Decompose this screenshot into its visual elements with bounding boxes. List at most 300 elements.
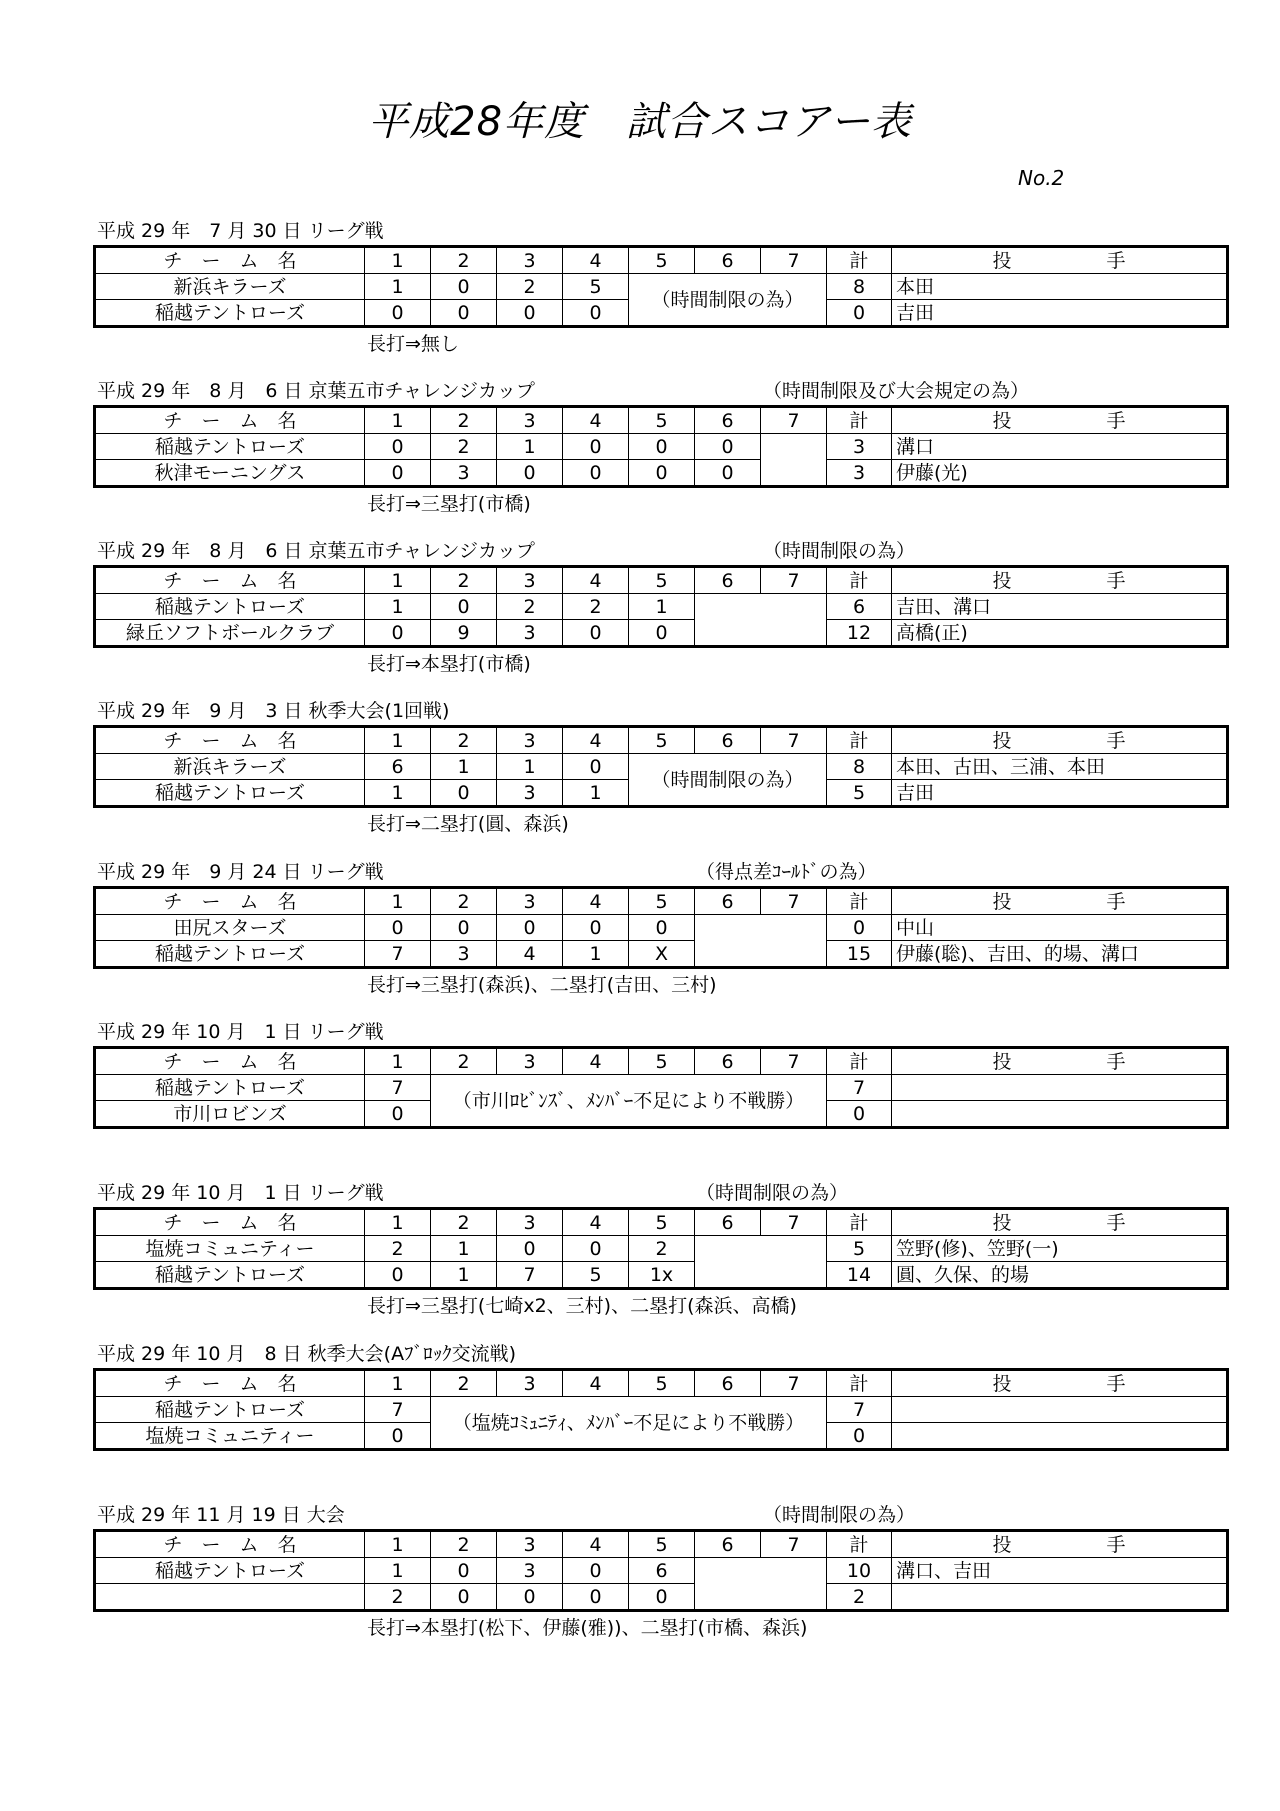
total-score: 0 bbox=[827, 300, 892, 327]
game-date-title: 平成 29 年 10 月 1 日 リーグ戦 bbox=[97, 1021, 384, 1043]
pitcher-names: 高橋(正) bbox=[892, 620, 1228, 647]
inning-header: 3 bbox=[497, 888, 563, 915]
table-row bbox=[95, 620, 1228, 647]
game-date-title: 平成 29 年 10 月 8 日 秋季大会(Aﾌﾞﾛｯｸ交流戦) bbox=[97, 1343, 517, 1365]
inning-score: 0 bbox=[431, 1584, 497, 1611]
inning-header: 6 bbox=[695, 888, 761, 915]
total-score: 3 bbox=[827, 434, 892, 460]
inning-score: 4 bbox=[497, 941, 563, 968]
team-header: チ ー ム 名 bbox=[95, 1209, 365, 1236]
inning-header: 3 bbox=[497, 727, 563, 754]
inning-header: 2 bbox=[431, 1531, 497, 1558]
pitcher-names bbox=[892, 1075, 1228, 1101]
game-header bbox=[93, 858, 1170, 886]
game-date-title: 平成 29 年 7 月 30 日 リーグ戦 bbox=[97, 220, 384, 242]
inning-score: 1x bbox=[629, 1262, 695, 1289]
game-date-title: 平成 29 年 9 月 24 日 リーグ戦 bbox=[97, 861, 384, 883]
long-hits-text: 長打⇒本塁打(市橋) bbox=[367, 653, 531, 675]
inning-score: 1 bbox=[365, 1558, 431, 1584]
game-block bbox=[93, 858, 1170, 995]
table-row bbox=[95, 1397, 1228, 1423]
total-score: 0 bbox=[827, 915, 892, 941]
total-header: 計 bbox=[827, 247, 892, 274]
game-date-title: 平成 29 年 8 月 6 日 京葉五市チャレンジカップ bbox=[97, 380, 535, 402]
inning-header: 2 bbox=[431, 247, 497, 274]
inning-header: 1 bbox=[365, 1531, 431, 1558]
total-score: 10 bbox=[827, 1558, 892, 1584]
team-name: 新浜キラーズ bbox=[95, 754, 365, 780]
inning-header: 4 bbox=[563, 1048, 629, 1075]
inning-header: 6 bbox=[695, 727, 761, 754]
inning-score: 0 bbox=[563, 1558, 629, 1584]
inning-score: 3 bbox=[497, 780, 563, 807]
inning-header: 4 bbox=[563, 1370, 629, 1397]
pitcher-header: 投 手 bbox=[892, 407, 1228, 434]
team-name: 秋津モーニングス bbox=[95, 460, 365, 487]
inning-header: 6 bbox=[695, 1531, 761, 1558]
inning-header: 1 bbox=[365, 1370, 431, 1397]
inning-score: 0 bbox=[563, 754, 629, 780]
inning-score: 1 bbox=[431, 1236, 497, 1262]
inning-header: 1 bbox=[365, 247, 431, 274]
team-header: チ ー ム 名 bbox=[95, 888, 365, 915]
pitcher-header: 投 手 bbox=[892, 567, 1228, 594]
team-header: チ ー ム 名 bbox=[95, 727, 365, 754]
table-row bbox=[95, 274, 1228, 300]
game-note: （時間制限の為） bbox=[763, 1504, 916, 1526]
table-header-row bbox=[95, 1048, 1228, 1075]
game-date-title: 平成 29 年 11 月 19 日 大会 bbox=[97, 1504, 345, 1526]
long-hits-text: 長打⇒三塁打(市橋) bbox=[367, 493, 531, 515]
inning-score: 0 bbox=[563, 434, 629, 460]
inning-header: 4 bbox=[563, 1209, 629, 1236]
inning-score: 3 bbox=[431, 941, 497, 968]
team-name: 稲越テントローズ bbox=[95, 1397, 365, 1423]
pitcher-names bbox=[892, 1584, 1228, 1611]
team-name: 稲越テントローズ bbox=[95, 780, 365, 807]
inning-score: 0 bbox=[629, 460, 695, 487]
game-note: （時間制限の為） bbox=[763, 540, 916, 562]
total-score: 0 bbox=[827, 1423, 892, 1450]
team-name: 田尻スターズ bbox=[95, 915, 365, 941]
score-table bbox=[93, 1529, 1229, 1612]
total-score: 7 bbox=[827, 1397, 892, 1423]
total-header: 計 bbox=[827, 407, 892, 434]
pitcher-names: 吉田 bbox=[892, 780, 1228, 807]
inning-header: 1 bbox=[365, 888, 431, 915]
inning-header: 4 bbox=[563, 567, 629, 594]
inning-score: 0 bbox=[563, 300, 629, 327]
pitcher-names: 吉田 bbox=[892, 300, 1228, 327]
inning-header: 5 bbox=[629, 1370, 695, 1397]
table-row bbox=[95, 1075, 1228, 1101]
inning-score: 1 bbox=[497, 434, 563, 460]
score-table bbox=[93, 405, 1229, 488]
long-hits-text: 長打⇒三塁打(七崎x2、三村)、二塁打(森浜、高橋) bbox=[367, 1295, 797, 1317]
long-hits-note bbox=[93, 969, 1170, 995]
table-row bbox=[95, 594, 1228, 620]
table-header-row bbox=[95, 727, 1228, 754]
inning-header: 2 bbox=[431, 1048, 497, 1075]
merged-note: （時間制限の為） bbox=[629, 274, 827, 327]
inning-header: 3 bbox=[497, 1531, 563, 1558]
inning-header: 6 bbox=[695, 407, 761, 434]
total-header: 計 bbox=[827, 567, 892, 594]
inning-header: 7 bbox=[761, 407, 827, 434]
team-name: 市川ロビンズ bbox=[95, 1101, 365, 1128]
inning-score: 0 bbox=[563, 620, 629, 647]
inning-score: 0 bbox=[365, 460, 431, 487]
game-header bbox=[93, 1501, 1170, 1529]
score-table bbox=[93, 725, 1229, 808]
inning-score: 1 bbox=[563, 780, 629, 807]
inning-score: 1 bbox=[365, 594, 431, 620]
team-header: チ ー ム 名 bbox=[95, 407, 365, 434]
inning-header: 5 bbox=[629, 1209, 695, 1236]
team-name: 稲越テントローズ bbox=[95, 300, 365, 327]
empty-innings bbox=[761, 434, 827, 487]
inning-header: 4 bbox=[563, 247, 629, 274]
inning-header: 5 bbox=[629, 1048, 695, 1075]
long-hits-note bbox=[93, 1290, 1170, 1316]
pitcher-names: 伊藤(聡)、吉田、的場、溝口 bbox=[892, 941, 1228, 968]
inning-header: 1 bbox=[365, 1048, 431, 1075]
inning-score: 2 bbox=[497, 274, 563, 300]
team-header: チ ー ム 名 bbox=[95, 1048, 365, 1075]
total-header: 計 bbox=[827, 1531, 892, 1558]
table-header-row bbox=[95, 1209, 1228, 1236]
inning-score: 0 bbox=[497, 1584, 563, 1611]
inning-header: 7 bbox=[761, 727, 827, 754]
score-table bbox=[93, 245, 1229, 328]
pitcher-header: 投 手 bbox=[892, 888, 1228, 915]
inning-score: 0 bbox=[431, 915, 497, 941]
table-header-row bbox=[95, 407, 1228, 434]
inning-header: 2 bbox=[431, 888, 497, 915]
game-header bbox=[93, 697, 1170, 725]
inning-score: 1 bbox=[431, 1262, 497, 1289]
game-block bbox=[93, 537, 1170, 674]
inning-score: 0 bbox=[497, 460, 563, 487]
game-header bbox=[93, 377, 1170, 405]
inning-score: 7 bbox=[365, 1075, 431, 1101]
inning-header: 6 bbox=[695, 247, 761, 274]
total-header: 計 bbox=[827, 1370, 892, 1397]
inning-header: 2 bbox=[431, 567, 497, 594]
inning-header: 2 bbox=[431, 1370, 497, 1397]
pitcher-names: 伊藤(光) bbox=[892, 460, 1228, 487]
merged-note: （市川ﾛﾋﾞﾝｽﾞ、ﾒﾝﾊﾞｰ不足により不戦勝） bbox=[431, 1075, 827, 1128]
inning-score: 0 bbox=[431, 274, 497, 300]
inning-score: 1 bbox=[365, 780, 431, 807]
team-name: 塩焼コミュニティー bbox=[95, 1236, 365, 1262]
inning-header: 7 bbox=[761, 247, 827, 274]
total-score: 8 bbox=[827, 754, 892, 780]
team-name: 新浜キラーズ bbox=[95, 274, 365, 300]
team-name: 稲越テントローズ bbox=[95, 941, 365, 968]
inning-score: 2 bbox=[365, 1584, 431, 1611]
inning-header: 4 bbox=[563, 888, 629, 915]
score-table bbox=[93, 1046, 1229, 1129]
inning-score: 0 bbox=[497, 1236, 563, 1262]
total-score: 7 bbox=[827, 1075, 892, 1101]
inning-score: 0 bbox=[365, 1262, 431, 1289]
inning-header: 7 bbox=[761, 1048, 827, 1075]
inning-header: 5 bbox=[629, 1531, 695, 1558]
game-block bbox=[93, 217, 1170, 354]
pitcher-names bbox=[892, 1101, 1228, 1128]
inning-score: 0 bbox=[365, 915, 431, 941]
table-row bbox=[95, 1262, 1228, 1289]
merged-note: （時間制限の為） bbox=[629, 754, 827, 807]
inning-header: 5 bbox=[629, 407, 695, 434]
inning-header: 1 bbox=[365, 407, 431, 434]
pitcher-header: 投 手 bbox=[892, 1531, 1228, 1558]
total-score: 5 bbox=[827, 780, 892, 807]
pitcher-header: 投 手 bbox=[892, 1370, 1228, 1397]
table-row bbox=[95, 434, 1228, 460]
inning-header: 4 bbox=[563, 727, 629, 754]
table-row bbox=[95, 1558, 1228, 1584]
inning-score: 2 bbox=[365, 1236, 431, 1262]
game-date-title: 平成 29 年 9 月 3 日 秋季大会(1回戦) bbox=[97, 700, 450, 722]
inning-header: 3 bbox=[497, 567, 563, 594]
inning-header: 3 bbox=[497, 407, 563, 434]
inning-score: 0 bbox=[497, 915, 563, 941]
score-table bbox=[93, 1207, 1229, 1290]
pitcher-names bbox=[892, 1397, 1228, 1423]
inning-score: 6 bbox=[629, 1558, 695, 1584]
inning-score: 0 bbox=[431, 1558, 497, 1584]
inning-header: 7 bbox=[761, 1209, 827, 1236]
inning-score: 5 bbox=[563, 274, 629, 300]
inning-score: 7 bbox=[497, 1262, 563, 1289]
inning-score: 0 bbox=[365, 1101, 431, 1128]
inning-score: 1 bbox=[629, 594, 695, 620]
inning-score: 0 bbox=[695, 434, 761, 460]
team-header: チ ー ム 名 bbox=[95, 1370, 365, 1397]
pitcher-names: 溝口、吉田 bbox=[892, 1558, 1228, 1584]
inning-header: 2 bbox=[431, 727, 497, 754]
inning-header: 6 bbox=[695, 1209, 761, 1236]
inning-header: 3 bbox=[497, 1370, 563, 1397]
score-table bbox=[93, 1368, 1229, 1451]
pitcher-names: 本田 bbox=[892, 274, 1228, 300]
inning-header: 7 bbox=[761, 1531, 827, 1558]
pitcher-names: 圓、久保、的場 bbox=[892, 1262, 1228, 1289]
table-header-row bbox=[95, 1531, 1228, 1558]
inning-header: 1 bbox=[365, 567, 431, 594]
table-header-row bbox=[95, 888, 1228, 915]
long-hits-text: 長打⇒無し bbox=[367, 333, 459, 355]
table-row bbox=[95, 754, 1228, 780]
game-note: （得点差ｺｰﾙﾄﾞの為） bbox=[696, 861, 877, 883]
inning-score: 1 bbox=[365, 274, 431, 300]
team-name bbox=[95, 1584, 365, 1611]
inning-score: 0 bbox=[365, 300, 431, 327]
game-note: （時間制限の為） bbox=[696, 1182, 849, 1204]
empty-innings bbox=[695, 594, 827, 647]
inning-header: 4 bbox=[563, 1531, 629, 1558]
game-date-title: 平成 29 年 10 月 1 日 リーグ戦 bbox=[97, 1182, 384, 1204]
total-header: 計 bbox=[827, 1209, 892, 1236]
team-name: 稲越テントローズ bbox=[95, 594, 365, 620]
inning-header: 5 bbox=[629, 888, 695, 915]
table-header-row bbox=[95, 567, 1228, 594]
inning-score: 0 bbox=[365, 1423, 431, 1450]
table-header-row bbox=[95, 247, 1228, 274]
inning-score: 3 bbox=[497, 620, 563, 647]
table-row bbox=[95, 460, 1228, 487]
game-block bbox=[93, 377, 1170, 514]
team-header: チ ー ム 名 bbox=[95, 1531, 365, 1558]
inning-score: 1 bbox=[563, 941, 629, 968]
table-header-row bbox=[95, 1370, 1228, 1397]
long-hits-note bbox=[93, 1612, 1170, 1638]
inning-score: 0 bbox=[629, 1584, 695, 1611]
game-block bbox=[93, 1018, 1170, 1129]
team-name: 稲越テントローズ bbox=[95, 1262, 365, 1289]
inning-score: 0 bbox=[431, 780, 497, 807]
inning-header: 5 bbox=[629, 247, 695, 274]
inning-score: 0 bbox=[629, 915, 695, 941]
team-name: 稲越テントローズ bbox=[95, 1075, 365, 1101]
total-score: 15 bbox=[827, 941, 892, 968]
inning-score: 3 bbox=[497, 1558, 563, 1584]
inning-score: 0 bbox=[365, 434, 431, 460]
game-block bbox=[93, 1179, 1170, 1316]
team-name: 塩焼コミュニティー bbox=[95, 1423, 365, 1450]
total-score: 0 bbox=[827, 1101, 892, 1128]
inning-score: 0 bbox=[563, 460, 629, 487]
inning-score: 2 bbox=[431, 434, 497, 460]
inning-score: 0 bbox=[563, 1584, 629, 1611]
long-hits-note bbox=[93, 648, 1170, 674]
inning-score: 0 bbox=[629, 620, 695, 647]
inning-score: 3 bbox=[431, 460, 497, 487]
score-table bbox=[93, 886, 1229, 969]
game-note: （時間制限及び大会規定の為） bbox=[763, 380, 1030, 402]
table-row bbox=[95, 915, 1228, 941]
long-hits-text: 長打⇒三塁打(森浜)、二塁打(吉田、三村) bbox=[367, 974, 717, 996]
inning-score: 9 bbox=[431, 620, 497, 647]
inning-header: 6 bbox=[695, 1048, 761, 1075]
empty-innings bbox=[695, 915, 827, 968]
inning-header: 7 bbox=[761, 1370, 827, 1397]
inning-score: 0 bbox=[497, 300, 563, 327]
long-hits-note bbox=[93, 328, 1170, 354]
long-hits-note bbox=[93, 488, 1170, 514]
pitcher-names: 吉田、溝口 bbox=[892, 594, 1228, 620]
inning-score: X bbox=[629, 941, 695, 968]
total-score: 8 bbox=[827, 274, 892, 300]
game-block bbox=[93, 1340, 1170, 1451]
inning-header: 4 bbox=[563, 407, 629, 434]
total-score: 14 bbox=[827, 1262, 892, 1289]
game-header bbox=[93, 1340, 1170, 1368]
pitcher-header: 投 手 bbox=[892, 1048, 1228, 1075]
inning-score: 2 bbox=[629, 1236, 695, 1262]
pitcher-names: 溝口 bbox=[892, 434, 1228, 460]
game-date-title: 平成 29 年 8 月 6 日 京葉五市チャレンジカップ bbox=[97, 540, 535, 562]
team-name: 稲越テントローズ bbox=[95, 1558, 365, 1584]
inning-header: 3 bbox=[497, 1048, 563, 1075]
inning-header: 6 bbox=[695, 567, 761, 594]
inning-header: 3 bbox=[497, 1209, 563, 1236]
total-header: 計 bbox=[827, 1048, 892, 1075]
inning-header: 2 bbox=[431, 1209, 497, 1236]
inning-score: 0 bbox=[563, 1236, 629, 1262]
long-hits-text: 長打⇒二塁打(圓、森浜) bbox=[367, 813, 569, 835]
inning-score: 6 bbox=[365, 754, 431, 780]
inning-score: 5 bbox=[563, 1262, 629, 1289]
game-header bbox=[93, 537, 1170, 565]
total-score: 3 bbox=[827, 460, 892, 487]
inning-score: 2 bbox=[563, 594, 629, 620]
team-name: 稲越テントローズ bbox=[95, 434, 365, 460]
pitcher-names: 笠野(修)、笠野(一) bbox=[892, 1236, 1228, 1262]
empty-innings bbox=[695, 1236, 827, 1289]
total-header: 計 bbox=[827, 727, 892, 754]
inning-score: 1 bbox=[497, 754, 563, 780]
total-score: 6 bbox=[827, 594, 892, 620]
game-header bbox=[93, 1179, 1170, 1207]
inning-score: 0 bbox=[563, 915, 629, 941]
inning-header: 3 bbox=[497, 247, 563, 274]
game-header bbox=[93, 1018, 1170, 1046]
game-header bbox=[93, 217, 1170, 245]
inning-score: 0 bbox=[695, 460, 761, 487]
inning-header: 1 bbox=[365, 727, 431, 754]
inning-header: 2 bbox=[431, 407, 497, 434]
table-row bbox=[95, 941, 1228, 968]
inning-header: 1 bbox=[365, 1209, 431, 1236]
team-header: チ ー ム 名 bbox=[95, 247, 365, 274]
inning-score: 0 bbox=[431, 594, 497, 620]
pitcher-names: 本田、古田、三浦、本田 bbox=[892, 754, 1228, 780]
total-score: 2 bbox=[827, 1584, 892, 1611]
page-title: 平成28年度 試合スコアー表 bbox=[368, 99, 912, 145]
long-hits-note bbox=[93, 808, 1170, 834]
pitcher-header: 投 手 bbox=[892, 247, 1228, 274]
empty-innings bbox=[695, 1558, 827, 1611]
total-score: 5 bbox=[827, 1236, 892, 1262]
inning-header: 5 bbox=[629, 567, 695, 594]
inning-score: 7 bbox=[365, 1397, 431, 1423]
pitcher-names bbox=[892, 1423, 1228, 1450]
game-block bbox=[93, 1501, 1170, 1638]
score-table bbox=[93, 565, 1229, 648]
team-header: チ ー ム 名 bbox=[95, 567, 365, 594]
inning-score: 0 bbox=[365, 620, 431, 647]
inning-header: 7 bbox=[761, 567, 827, 594]
pitcher-names: 中山 bbox=[892, 915, 1228, 941]
game-block bbox=[93, 697, 1170, 834]
table-row bbox=[95, 1584, 1228, 1611]
inning-score: 7 bbox=[365, 941, 431, 968]
inning-header: 5 bbox=[629, 727, 695, 754]
page-number: No.2 bbox=[1018, 166, 1065, 190]
inning-header: 6 bbox=[695, 1370, 761, 1397]
inning-score: 0 bbox=[629, 434, 695, 460]
inning-score: 2 bbox=[497, 594, 563, 620]
inning-header: 7 bbox=[761, 888, 827, 915]
table-row bbox=[95, 1236, 1228, 1262]
inning-score: 0 bbox=[431, 300, 497, 327]
merged-note: （塩焼ｺﾐｭﾆﾃｨ、ﾒﾝﾊﾞｰ不足により不戦勝） bbox=[431, 1397, 827, 1450]
pitcher-header: 投 手 bbox=[892, 1209, 1228, 1236]
long-hits-text: 長打⇒本塁打(松下、伊藤(雅))、二塁打(市橋、森浜) bbox=[367, 1617, 808, 1639]
